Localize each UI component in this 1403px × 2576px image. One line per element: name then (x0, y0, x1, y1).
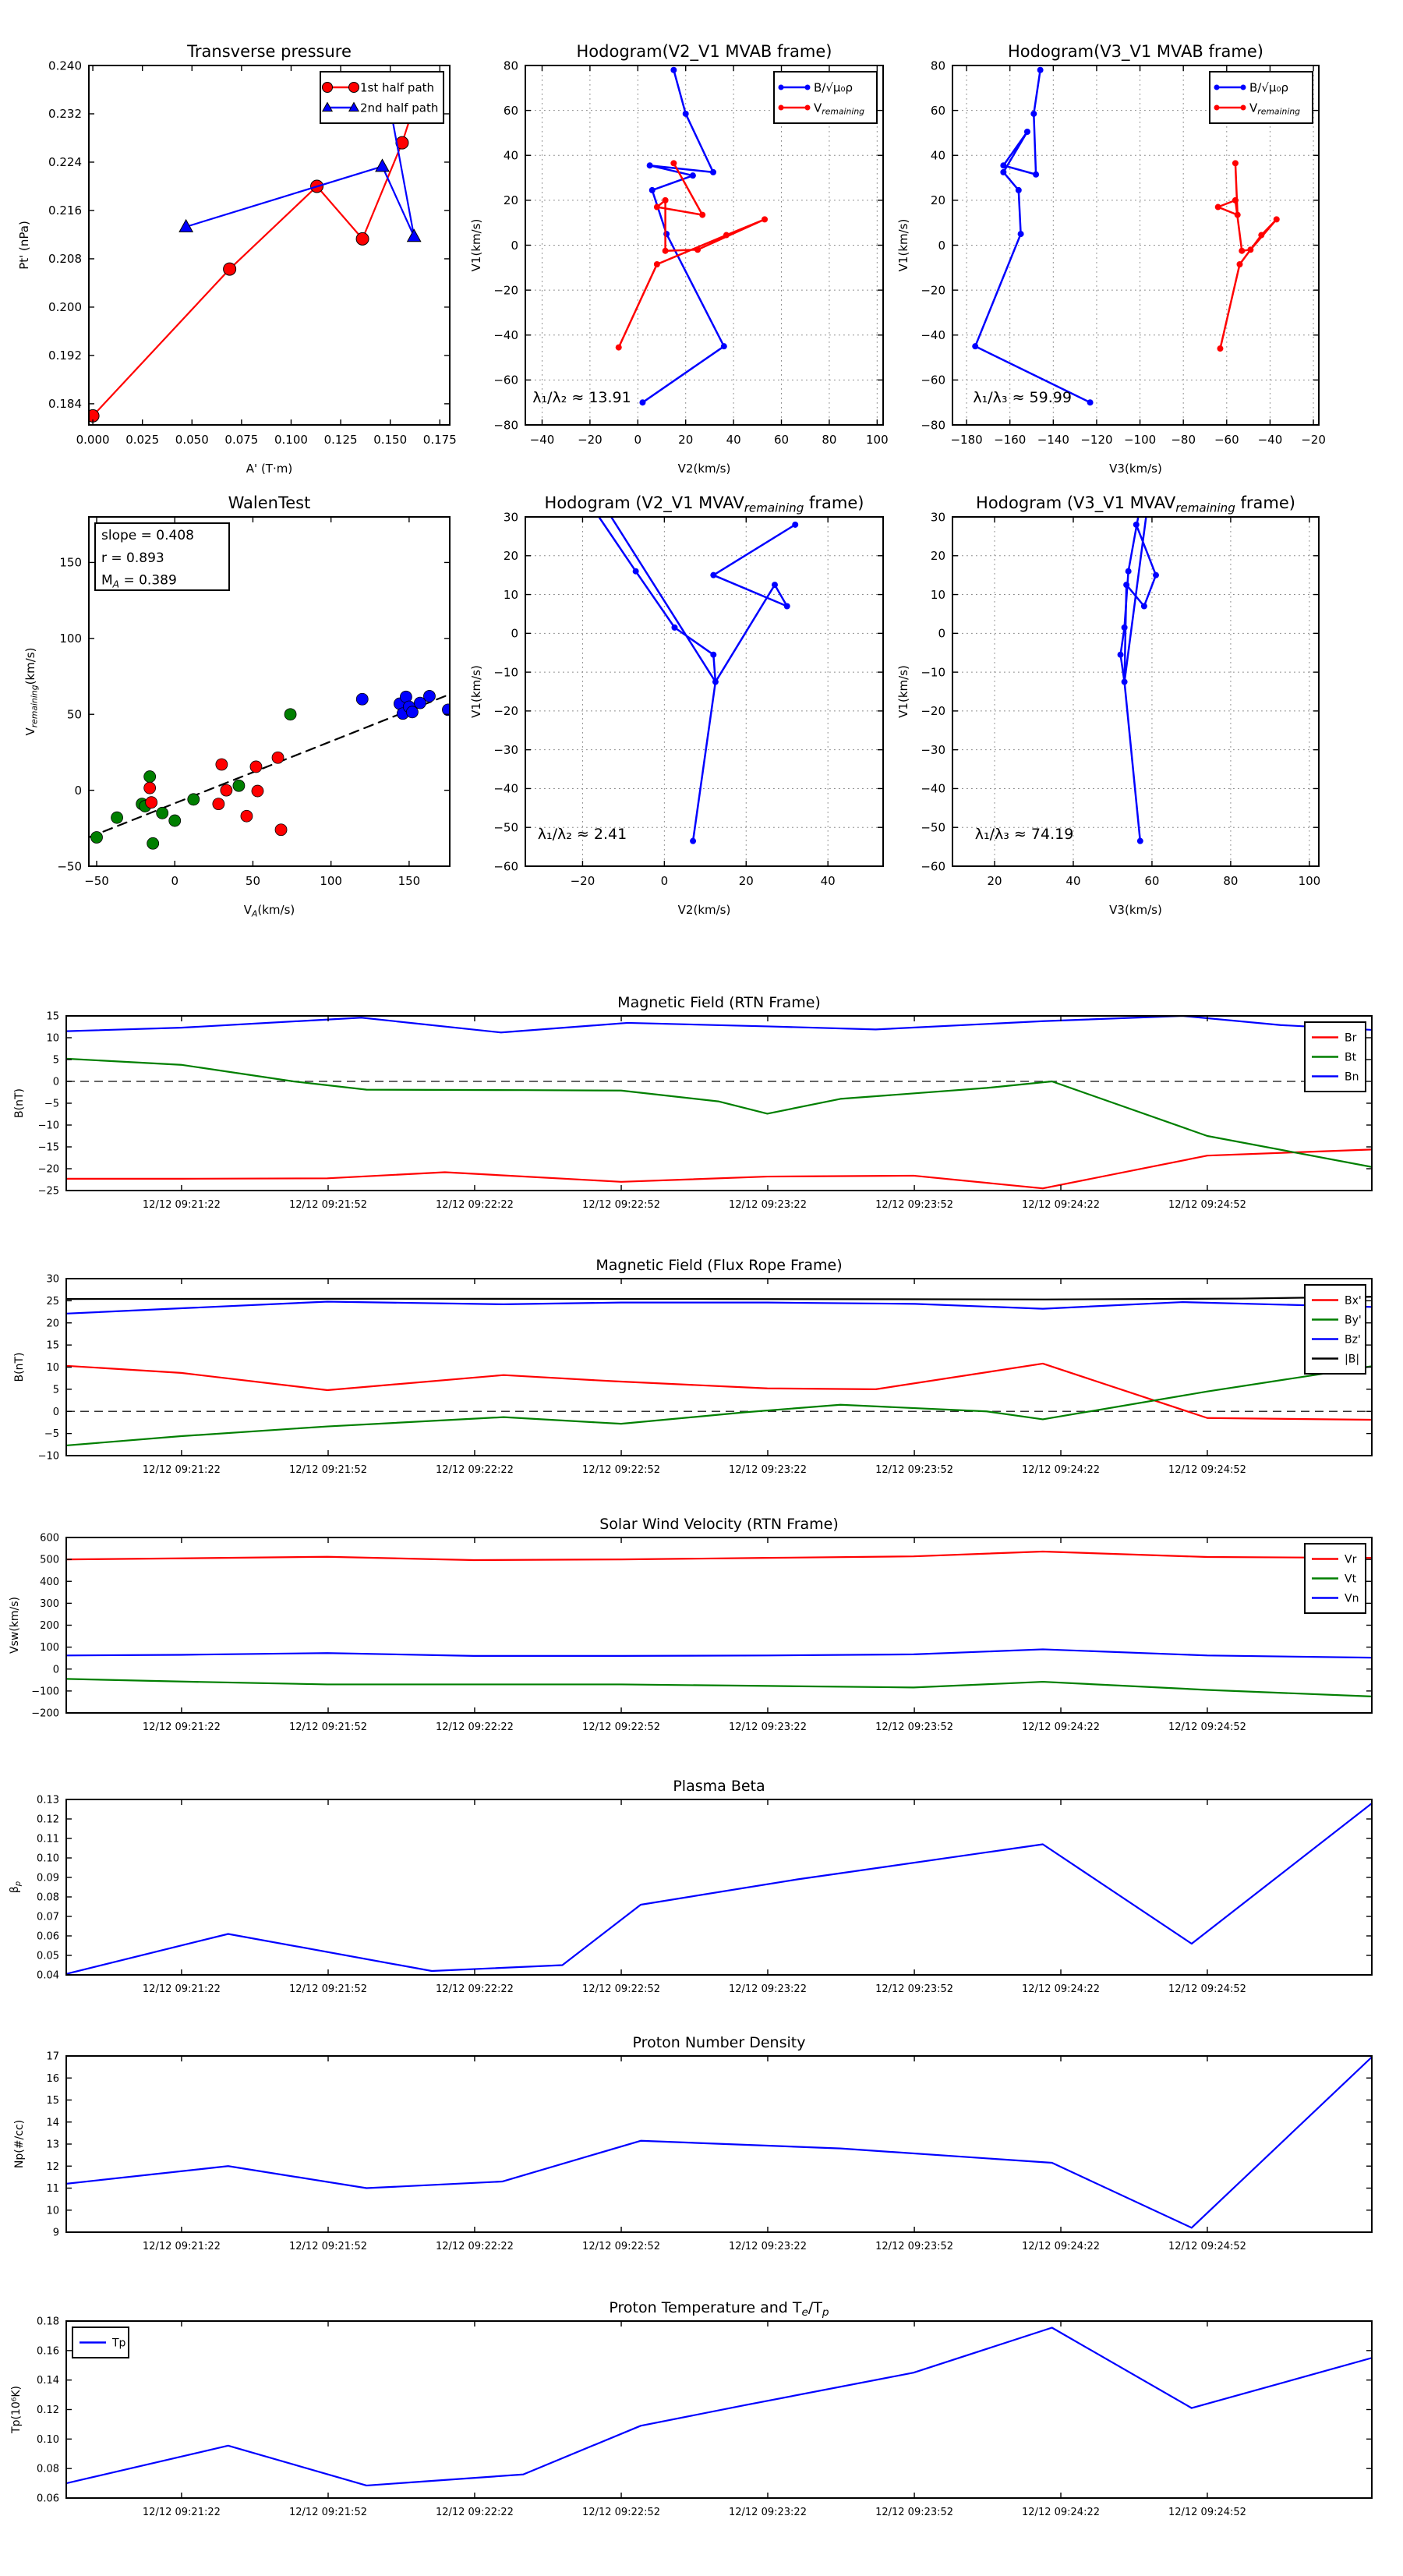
svg-text:10: 10 (930, 587, 945, 602)
svg-text:0.16: 0.16 (37, 2345, 59, 2358)
svg-text:0.175: 0.175 (422, 433, 457, 447)
svg-text:−200: −200 (31, 1707, 59, 1720)
svg-text:80: 80 (930, 58, 945, 73)
svg-text:0.10: 0.10 (37, 2433, 59, 2446)
chart-proton-number-density (13, 2034, 1372, 2252)
svg-text:10: 10 (503, 587, 518, 602)
svg-text:40: 40 (930, 148, 945, 163)
svg-text:−100: −100 (31, 1686, 59, 1698)
chart-hodogram-v2v1-mvab (469, 42, 889, 476)
svg-text:0.14: 0.14 (37, 2375, 59, 2387)
svg-text:400: 400 (40, 1576, 59, 1588)
svg-text:−5: −5 (44, 1098, 59, 1110)
svg-text:Bx': Bx' (1345, 1294, 1362, 1307)
svg-text:12/12 09:23:52: 12/12 09:23:52 (875, 1464, 954, 1476)
svg-text:V1(km/s): V1(km/s) (469, 218, 483, 272)
svg-text:20: 20 (930, 193, 945, 208)
svg-text:12/12 09:23:22: 12/12 09:23:22 (728, 1464, 807, 1476)
svg-text:0: 0 (938, 238, 945, 253)
chart-plasma-beta (9, 1778, 1372, 1995)
svg-text:20: 20 (930, 549, 945, 564)
series-first-half-path (87, 106, 419, 423)
svg-text:80: 80 (503, 58, 518, 73)
svg-text:V2(km/s): V2(km/s) (677, 462, 731, 476)
series-scatter-blue (356, 690, 454, 719)
series-Bt (66, 1059, 1372, 1167)
svg-text:−180: −180 (950, 433, 983, 447)
svg-text:−25: −25 (37, 1185, 59, 1198)
svg-text:12/12 09:22:22: 12/12 09:22:22 (435, 1199, 514, 1211)
svg-text:−20: −20 (921, 283, 945, 298)
svg-text:Vremaining(km/s): $V_{remaining}(km/s)$ (23, 647, 40, 736)
svg-text:0.12: 0.12 (37, 1813, 59, 1826)
svg-text:slope = 0.408: slope = 0.408 (101, 528, 194, 544)
svg-text:V1(km/s): V1(km/s) (896, 665, 910, 718)
svg-text:30: 30 (46, 1273, 59, 1286)
svg-text:VA(km/s): $V_A(km/s)$ (243, 903, 295, 919)
svg-text:−50: −50 (921, 820, 945, 835)
svg-text:0.150: 0.150 (373, 433, 408, 447)
svg-text:0.08: 0.08 (37, 2463, 59, 2475)
svg-text:−80: −80 (1171, 433, 1196, 447)
svg-text:12/12 09:21:22: 12/12 09:21:22 (142, 1983, 221, 1995)
plot-title-walen-test: WalenTest (228, 494, 311, 512)
svg-text:20: 20 (678, 433, 694, 447)
svg-text:12/12 09:22:52: 12/12 09:22:52 (582, 1199, 661, 1211)
svg-text:−100: −100 (1123, 433, 1157, 447)
plot-title-proton-number-density: Proton Number Density (632, 2034, 806, 2051)
svg-text:40: 40 (820, 874, 836, 888)
svg-text:12/12 09:22:52: 12/12 09:22:52 (582, 1721, 661, 1733)
series-scatter-green (91, 709, 297, 850)
svg-text:12/12 09:24:52: 12/12 09:24:52 (1168, 1983, 1246, 1995)
svg-text:12/12 09:24:52: 12/12 09:24:52 (1168, 1199, 1246, 1211)
svg-text:−60: −60 (921, 373, 945, 387)
svg-text:−10: −10 (493, 665, 518, 680)
svg-text:25: 25 (46, 1295, 59, 1307)
svg-text:−30: −30 (921, 742, 945, 757)
svg-text:0.232: 0.232 (48, 107, 82, 122)
chart-hodogram-v2v1-mvav (469, 494, 883, 917)
svg-text:30: 30 (503, 510, 518, 525)
svg-text:βp: $\beta_p$ (9, 1881, 23, 1894)
svg-text:40: 40 (726, 433, 741, 447)
svg-text:V2(km/s): V2(km/s) (677, 903, 731, 917)
svg-text:200: 200 (40, 1620, 59, 1633)
svg-text:−30: −30 (493, 742, 518, 757)
svg-text:−60: −60 (493, 373, 518, 387)
series-B-magnitude (66, 1297, 1372, 1299)
svg-text:0.13: 0.13 (37, 1794, 59, 1806)
series-scatter-red (144, 752, 287, 836)
svg-text:12/12 09:23:52: 12/12 09:23:52 (875, 2507, 954, 2518)
svg-text:−80: −80 (921, 418, 945, 433)
svg-text:12/12 09:24:22: 12/12 09:24:22 (1022, 1721, 1101, 1733)
svg-text:−5: −5 (44, 1428, 59, 1441)
svg-text:9: 9 (52, 2227, 59, 2239)
svg-text:12/12 09:22:22: 12/12 09:22:22 (435, 1983, 514, 1995)
svg-text:12/12 09:24:22: 12/12 09:24:22 (1022, 1983, 1101, 1995)
svg-text:150: 150 (59, 555, 82, 570)
series-B-path (972, 67, 1093, 405)
svg-text:40: 40 (503, 148, 518, 163)
svg-text:V3(km/s): V3(km/s) (1109, 462, 1162, 476)
chart-hodogram-v3v1-mvab (896, 42, 1326, 476)
svg-text:−20: −20 (37, 1163, 59, 1176)
svg-text:12/12 09:22:52: 12/12 09:22:52 (582, 1464, 661, 1476)
svg-text:12/12 09:21:52: 12/12 09:21:52 (289, 1983, 367, 1995)
plot-title-transverse-pressure: Transverse pressure (187, 42, 352, 61)
svg-text:Bn: Bn (1345, 1070, 1359, 1084)
svg-text:12/12 09:21:22: 12/12 09:21:22 (142, 1464, 221, 1476)
svg-text:80: 80 (822, 433, 837, 447)
svg-text:100: 100 (1298, 874, 1321, 888)
svg-text:Vn: Vn (1345, 1592, 1359, 1605)
svg-text:12/12 09:21:52: 12/12 09:21:52 (289, 2507, 367, 2518)
svg-text:−160: −160 (994, 433, 1027, 447)
svg-text:0.208: 0.208 (48, 252, 82, 267)
svg-text:−40: −40 (529, 433, 555, 447)
svg-text:20: 20 (738, 874, 754, 888)
svg-text:5: 5 (52, 1054, 59, 1067)
svg-text:13: 13 (46, 2139, 59, 2151)
svg-text:1st half path: 1st half path (360, 80, 435, 95)
chart-solar-wind-velocity (9, 1516, 1372, 1733)
svg-text:20: 20 (987, 874, 1002, 888)
svg-text:0: 0 (511, 238, 518, 253)
svg-text:60: 60 (1144, 874, 1160, 888)
svg-text:600: 600 (40, 1532, 59, 1545)
svg-text:0: 0 (938, 626, 945, 641)
svg-text:0.192: 0.192 (48, 349, 82, 363)
svg-text:12/12 09:21:22: 12/12 09:21:22 (142, 1199, 221, 1211)
svg-text:−60: −60 (1214, 433, 1239, 447)
svg-text:−80: −80 (493, 418, 518, 433)
svg-text:0.000: 0.000 (76, 433, 110, 447)
svg-text:12/12 09:21:52: 12/12 09:21:52 (289, 2241, 367, 2252)
svg-text:Vsw(km/s): Vsw(km/s) (9, 1596, 21, 1654)
chart-proton-temperature (10, 2299, 1372, 2518)
svg-text:12/12 09:22:22: 12/12 09:22:22 (435, 1721, 514, 1733)
svg-text:−10: −10 (37, 1120, 59, 1132)
svg-text:λ₁/λ₃ ≈ 59.99: λ₁/λ₃ ≈ 59.99 (973, 389, 1072, 407)
svg-text:10: 10 (46, 2205, 59, 2217)
series-beta-p (66, 1803, 1372, 1974)
svg-text:12/12 09:24:52: 12/12 09:24:52 (1168, 2241, 1246, 2252)
svg-text:10: 10 (46, 1032, 59, 1045)
svg-text:−60: −60 (921, 859, 945, 874)
svg-text:12/12 09:23:52: 12/12 09:23:52 (875, 1199, 954, 1211)
svg-text:0: 0 (660, 874, 669, 888)
svg-text:r = 0.893: r = 0.893 (101, 550, 164, 566)
svg-text:0.09: 0.09 (37, 1872, 59, 1884)
svg-text:−60: −60 (493, 859, 518, 874)
svg-text:0: 0 (52, 1406, 59, 1418)
svg-text:0.184: 0.184 (48, 397, 82, 412)
svg-text:−40: −40 (493, 781, 518, 796)
svg-text:14: 14 (46, 2117, 59, 2129)
svg-text:0.04: 0.04 (37, 1969, 59, 1982)
svg-text:By': By' (1345, 1314, 1362, 1327)
svg-text:B(nT): B(nT) (13, 1352, 26, 1382)
svg-text:0.10: 0.10 (37, 1852, 59, 1865)
svg-text:12/12 09:24:22: 12/12 09:24:22 (1022, 2241, 1101, 2252)
series-By-prime (66, 1366, 1372, 1445)
svg-text:12/12 09:22:22: 12/12 09:22:22 (435, 2507, 514, 2518)
svg-text:Bt: Bt (1345, 1051, 1357, 1064)
svg-text:Bz': Bz' (1345, 1333, 1361, 1346)
svg-text:0.18: 0.18 (37, 2316, 59, 2328)
svg-text:0.12: 0.12 (37, 2404, 59, 2417)
plot-title-hodogram-v2v1-mvav: Hodogram (V2_V1 $MVAV_{remaining}$ frame) (544, 494, 864, 515)
svg-text:|B|: |B| (1345, 1353, 1360, 1366)
svg-text:λ₁/λ₃ ≈ 74.19: λ₁/λ₃ ≈ 74.19 (974, 826, 1074, 844)
svg-text:100: 100 (320, 874, 342, 888)
svg-text:12/12 09:22:52: 12/12 09:22:52 (582, 1983, 661, 1995)
svg-text:−120: −120 (1080, 433, 1113, 447)
series-B-path (639, 67, 726, 405)
svg-text:0.050: 0.050 (175, 433, 209, 447)
series-Np (66, 2057, 1372, 2227)
svg-text:0.216: 0.216 (48, 203, 82, 218)
svg-text:12/12 09:23:22: 12/12 09:23:22 (728, 1721, 807, 1733)
svg-text:0.11: 0.11 (37, 1833, 59, 1845)
series-V-remaining-path (616, 160, 768, 350)
plot-title-proton-temperature: Proton Temperature and $T_e/T_p$ (609, 2299, 829, 2319)
plot-title-magnetic-field-flux-rope: Magnetic Field (Flux Rope Frame) (595, 1257, 843, 1274)
plot-title-solar-wind-velocity: Solar Wind Velocity (RTN Frame) (599, 1516, 839, 1533)
svg-text:12/12 09:23:52: 12/12 09:23:52 (875, 2241, 954, 2252)
svg-text:−40: −40 (1257, 433, 1283, 447)
svg-text:−50: −50 (493, 820, 518, 835)
svg-text:−10: −10 (37, 1450, 59, 1463)
svg-text:12/12 09:22:52: 12/12 09:22:52 (582, 2507, 661, 2518)
svg-text:−20: −20 (1301, 433, 1326, 447)
svg-text:500: 500 (40, 1554, 59, 1566)
series-Vr (66, 1552, 1372, 1560)
svg-text:B(nT): B(nT) (13, 1088, 26, 1118)
svg-text:12/12 09:21:52: 12/12 09:21:52 (289, 1721, 367, 1733)
svg-text:0.100: 0.100 (274, 433, 308, 447)
svg-text:−20: −20 (578, 433, 603, 447)
svg-text:12/12 09:22:52: 12/12 09:22:52 (582, 2241, 661, 2252)
svg-text:60: 60 (773, 433, 790, 447)
plot-title-plasma-beta: Plasma Beta (673, 1778, 765, 1795)
svg-text:20: 20 (503, 193, 518, 208)
chart-transverse-pressure (17, 42, 457, 476)
svg-text:15: 15 (46, 2095, 59, 2107)
series-Tp (66, 2328, 1372, 2486)
svg-text:40: 40 (1066, 874, 1081, 888)
svg-text:−50: −50 (84, 874, 109, 888)
plot-title-hodogram-v2v1-mvab: Hodogram(V2_V1 MVAB frame) (576, 42, 832, 61)
svg-text:12/12 09:21:22: 12/12 09:21:22 (142, 2507, 221, 2518)
svg-text:0: 0 (52, 1664, 59, 1676)
legend-box (320, 72, 444, 123)
svg-text:12/12 09:24:22: 12/12 09:24:22 (1022, 2507, 1101, 2518)
svg-text:−20: −20 (493, 704, 518, 719)
svg-text:50: 50 (245, 874, 261, 888)
svg-text:20: 20 (46, 1318, 59, 1330)
svg-text:Vremaining: $V_{remaining}$ (814, 101, 865, 117)
svg-text:80: 80 (1223, 874, 1239, 888)
series-Br (66, 1149, 1372, 1188)
svg-text:12/12 09:24:22: 12/12 09:24:22 (1022, 1199, 1101, 1211)
svg-text:12/12 09:21:22: 12/12 09:21:22 (142, 2241, 221, 2252)
svg-text:V1(km/s): V1(km/s) (469, 665, 483, 718)
svg-text:Br: Br (1345, 1031, 1357, 1045)
series-V-path (599, 517, 798, 844)
svg-text:A' (T·m): A' (T·m) (246, 462, 293, 476)
svg-text:12/12 09:21:52: 12/12 09:21:52 (289, 1464, 367, 1476)
svg-text:12/12 09:22:22: 12/12 09:22:22 (435, 2241, 514, 2252)
svg-text:100: 100 (866, 433, 889, 447)
svg-text:100: 100 (40, 1642, 59, 1654)
svg-text:Pt' (nPa): Pt' (nPa) (17, 221, 31, 270)
series-Vt (66, 1679, 1372, 1697)
svg-text:30: 30 (930, 510, 945, 525)
svg-text:−40: −40 (493, 328, 518, 342)
plot-title-hodogram-v3v1-mvab: Hodogram(V3_V1 MVAB frame) (1008, 42, 1263, 61)
svg-text:B/√μ₀ρ: B/√μ₀ρ (1249, 80, 1288, 95)
svg-text:0.05: 0.05 (37, 1950, 59, 1962)
svg-text:−20: −20 (493, 283, 518, 298)
svg-text:−50: −50 (57, 859, 82, 874)
series-Vn (66, 1649, 1372, 1658)
series-Bn (66, 1016, 1372, 1032)
svg-text:12/12 09:24:52: 12/12 09:24:52 (1168, 1464, 1246, 1476)
svg-text:12/12 09:24:52: 12/12 09:24:52 (1168, 1721, 1246, 1733)
svg-text:0: 0 (171, 874, 179, 888)
svg-text:12/12 09:23:52: 12/12 09:23:52 (875, 1983, 954, 1995)
svg-text:0.07: 0.07 (37, 1911, 59, 1923)
svg-text:0.224: 0.224 (48, 155, 82, 170)
svg-text:−140: −140 (1037, 433, 1069, 447)
svg-text:12/12 09:22:22: 12/12 09:22:22 (435, 1464, 514, 1476)
svg-text:B/√μ₀ρ: B/√μ₀ρ (814, 80, 853, 95)
svg-text:15: 15 (46, 1010, 59, 1023)
svg-text:300: 300 (40, 1598, 59, 1610)
svg-text:12/12 09:23:22: 12/12 09:23:22 (728, 1199, 807, 1211)
svg-text:11: 11 (46, 2183, 59, 2196)
svg-text:0.075: 0.075 (224, 433, 259, 447)
svg-text:12: 12 (46, 2160, 59, 2173)
svg-text:12/12 09:21:22: 12/12 09:21:22 (142, 1721, 221, 1733)
svg-text:16: 16 (46, 2072, 59, 2085)
svg-text:60: 60 (503, 103, 518, 118)
series-Bz-prime (66, 1302, 1372, 1314)
svg-text:Tp(10⁶K): Tp(10⁶K) (10, 2386, 23, 2433)
svg-text:−40: −40 (921, 781, 945, 796)
svg-text:0.200: 0.200 (48, 300, 82, 315)
svg-text:150: 150 (398, 874, 421, 888)
svg-text:12/12 09:23:22: 12/12 09:23:22 (728, 2241, 807, 2252)
svg-text:Vt: Vt (1345, 1573, 1357, 1586)
plot-title-magnetic-field-rtn: Magnetic Field (RTN Frame) (617, 994, 821, 1011)
svg-text:10: 10 (46, 1362, 59, 1375)
svg-text:−10: −10 (921, 665, 945, 680)
svg-text:20: 20 (503, 549, 518, 564)
series-fit-line (89, 695, 450, 837)
svg-text:Vremaining: $V_{remaining}$ (1249, 101, 1301, 117)
svg-text:0: 0 (52, 1076, 59, 1088)
plot-title-hodogram-v3v1-mvav: Hodogram (V3_V1 $MVAV_{remaining}$ frame) (976, 494, 1295, 515)
svg-text:Np(#/cc): Np(#/cc) (13, 2119, 26, 2169)
chart-walen-test (23, 494, 454, 918)
svg-text:12/12 09:23:22: 12/12 09:23:22 (728, 2507, 807, 2518)
svg-text:2nd half path: 2nd half path (360, 101, 439, 115)
svg-text:V1(km/s): V1(km/s) (896, 218, 910, 272)
svg-text:12/12 09:21:52: 12/12 09:21:52 (289, 1199, 367, 1211)
svg-text:12/12 09:24:22: 12/12 09:24:22 (1022, 1464, 1101, 1476)
svg-text:17: 17 (46, 2051, 59, 2063)
svg-text:0.06: 0.06 (37, 2493, 59, 2505)
svg-text:0.08: 0.08 (37, 1891, 59, 1904)
svg-text:0: 0 (511, 626, 518, 641)
svg-text:V3(km/s): V3(km/s) (1109, 903, 1162, 917)
svg-text:0.240: 0.240 (48, 58, 82, 73)
chart-magnetic-field-rtn (13, 994, 1372, 1211)
svg-text:Vr: Vr (1345, 1553, 1357, 1566)
svg-text:λ₁/λ₂ ≈ 13.91: λ₁/λ₂ ≈ 13.91 (532, 389, 631, 407)
svg-text:15: 15 (46, 1339, 59, 1352)
svg-text:12/12 09:23:22: 12/12 09:23:22 (728, 1983, 807, 1995)
svg-text:50: 50 (66, 707, 82, 722)
svg-text:12/12 09:23:52: 12/12 09:23:52 (875, 1721, 954, 1733)
svg-text:−15: −15 (37, 1141, 59, 1154)
svg-text:0.06: 0.06 (37, 1930, 59, 1943)
svg-text:100: 100 (59, 632, 82, 646)
svg-text:12/12 09:24:52: 12/12 09:24:52 (1168, 2507, 1246, 2518)
svg-text:λ₁/λ₂ ≈ 2.41: λ₁/λ₂ ≈ 2.41 (537, 826, 627, 844)
svg-text:0: 0 (634, 433, 642, 447)
svg-text:0: 0 (74, 783, 82, 798)
svg-text:0.025: 0.025 (125, 433, 160, 447)
svg-text:−20: −20 (921, 704, 945, 719)
svg-text:−40: −40 (921, 328, 945, 342)
svg-text:0.125: 0.125 (323, 433, 358, 447)
svg-text:MA = 0.389: $M_A = 0.389$ (101, 572, 177, 590)
chart-hodogram-v3v1-mvav (896, 494, 1320, 917)
svg-text:5: 5 (52, 1384, 59, 1396)
svg-text:Tp: Tp (112, 2337, 126, 2350)
svg-text:−20: −20 (570, 874, 595, 888)
series-second-half-path (179, 106, 421, 242)
series-V-path (1118, 517, 1159, 844)
svg-text:60: 60 (930, 103, 945, 118)
chart-magnetic-field-flux-rope (13, 1257, 1372, 1476)
